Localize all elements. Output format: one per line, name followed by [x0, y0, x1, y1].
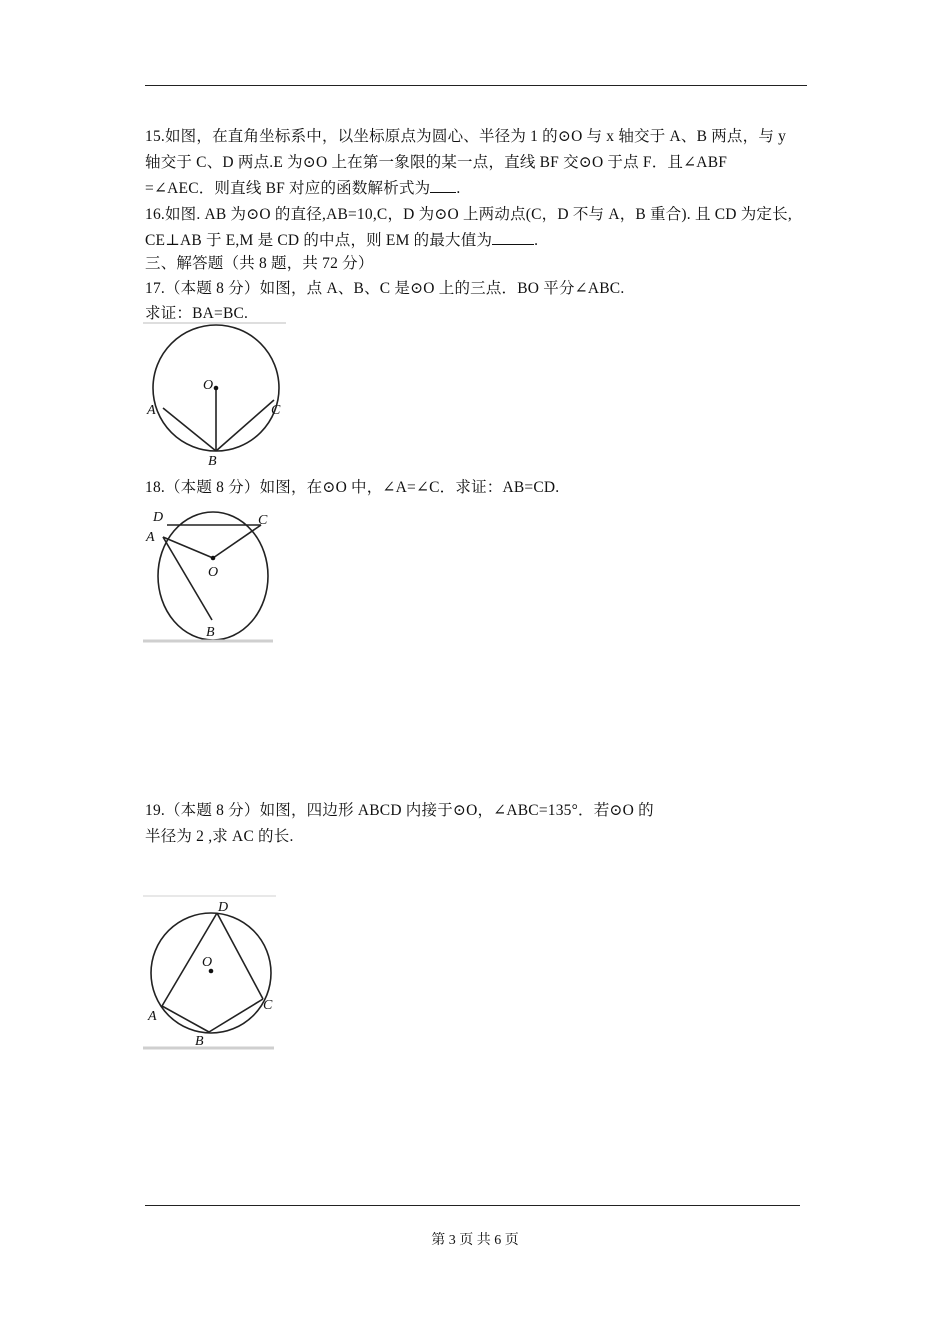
q17-figure	[143, 322, 288, 470]
q19-label-b: B	[195, 1034, 204, 1049]
q17-label-c: C	[271, 403, 281, 418]
q16-line-2-end: .	[534, 232, 539, 249]
q15-answer-blank[interactable]	[430, 177, 456, 193]
q19-line-1: 19.（本题 8 分）如图，四边形 ABCD 内接于⊙O，∠ABC=135°．若⊙O 的	[145, 802, 654, 819]
q18-label-b: B	[206, 625, 215, 640]
q15-line-3-end: .	[456, 180, 461, 197]
q15-line-2: 轴交于 C、D 两点.E 为⊙O 上在第一象限的某一点，直线 BF 交⊙O 于点 F．且∠ABF	[145, 154, 728, 171]
q18-label-a: A	[146, 530, 155, 545]
q19-label-c: C	[263, 998, 273, 1013]
q17-label-a: A	[147, 403, 156, 418]
q18-label-o: O	[208, 565, 219, 580]
q18-label-d: D	[153, 510, 164, 525]
q19-figure	[143, 893, 278, 1051]
q16-line-1: 16.如图. AB 为⊙O 的直径,AB=10,C，D 为⊙O 上两动点(C，D 不与 A，B 重合). 且 CD 为定长,	[145, 206, 792, 223]
q16-line-2	[145, 229, 825, 253]
q19-label-a: A	[148, 1009, 157, 1024]
q18-line-1: 18.（本题 8 分）如图，在⊙O 中，∠A=∠C．求证：AB=CD.	[145, 479, 560, 496]
q17-line-2: 求证：BA=BC.	[145, 305, 249, 322]
section-3-heading: 三、解答题（共 8 题，共 72 分）	[145, 255, 374, 272]
q17-label-b: B	[208, 454, 217, 469]
q15-line-3-text: =∠AEC．则直线 BF 对应的函数解析式为	[145, 180, 431, 197]
q18-label-c: C	[258, 513, 268, 528]
q17-label-o: O	[203, 378, 214, 393]
footer-rule	[145, 1205, 800, 1206]
q16-line-2-text: CE⊥AB 于 E,M 是 CD 的中点，则 EM 的最大值为	[145, 232, 493, 249]
q19-label-o: O	[202, 955, 213, 970]
q19-label-d: D	[218, 900, 229, 915]
q15-line-1: 15.如图，在直角坐标系中，以坐标原点为圆心、半径为 1 的⊙O 与 x 轴交于 A、B 两点，与 y	[145, 128, 787, 145]
q17-line-1: 17.（本题 8 分）如图，点 A、B、C 是⊙O 上的三点．BO 平分∠ABC.	[145, 280, 625, 297]
q18-figure	[143, 503, 275, 645]
q16-answer-blank[interactable]	[492, 229, 534, 245]
header-rule	[145, 85, 807, 86]
page-number: 第 3 页 共 6 页	[431, 1233, 519, 1248]
q15-line-3	[145, 177, 825, 201]
q19-line-2: 半径为 2 ,求 AC 的长.	[145, 828, 294, 845]
